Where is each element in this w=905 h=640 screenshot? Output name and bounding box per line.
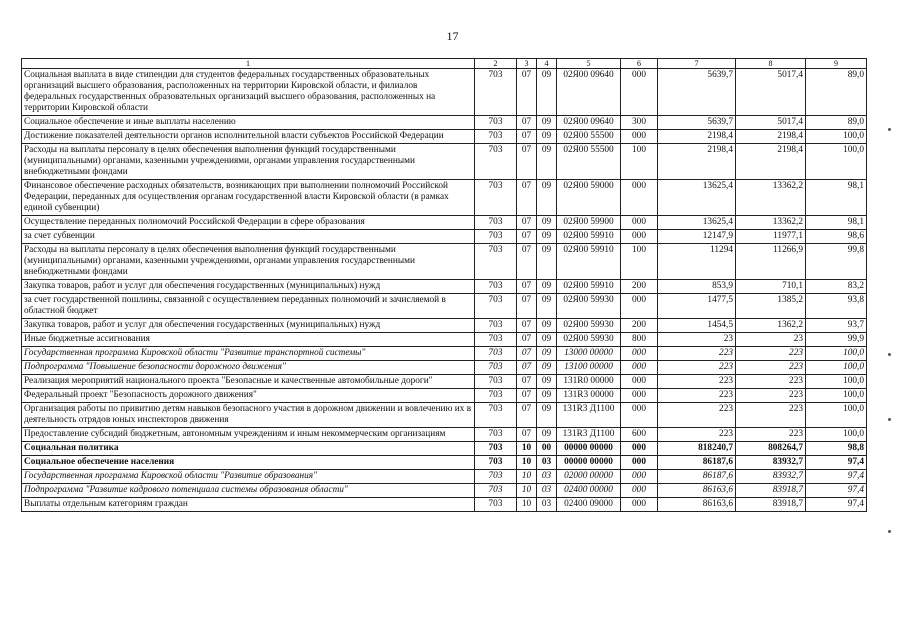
- scan-speck: [888, 128, 891, 131]
- column-header: 3: [517, 59, 537, 69]
- percent-cell: 100,0: [806, 403, 867, 428]
- ved-code-cell: 703: [475, 470, 517, 484]
- section-cell: 07: [517, 347, 537, 361]
- percent-cell: 97,4: [806, 498, 867, 512]
- subsection-cell: 09: [537, 361, 557, 375]
- row-name-cell: Достижение показателей деятельности органов исполнительной власти субъектов Российской Федерации: [22, 130, 475, 144]
- plan-amount-cell: 2198,4: [658, 130, 736, 144]
- row-name-cell: Расходы на выплаты персоналу в целях обеспечения выполнения функций государственными (муниципальными) органами, казенными учреждениями, органами управления государственными внебюджетными фондами: [22, 144, 475, 180]
- expense-type-cell: 100: [621, 144, 658, 180]
- ved-code-cell: 703: [475, 216, 517, 230]
- subsection-cell: 00: [537, 442, 557, 456]
- ved-code-cell: 703: [475, 230, 517, 244]
- target-article-cell: 02Я00 55500: [557, 130, 621, 144]
- table-row: [22, 428, 867, 442]
- ved-code-cell: 703: [475, 333, 517, 347]
- table-row: [22, 216, 867, 230]
- actual-amount-cell: 83918,7: [736, 498, 806, 512]
- table-row: [22, 403, 867, 428]
- subsection-cell: 09: [537, 230, 557, 244]
- plan-amount-cell: 5639,7: [658, 69, 736, 116]
- column-header: 1: [22, 59, 475, 69]
- actual-amount-cell: 808264,7: [736, 442, 806, 456]
- table-row: [22, 470, 867, 484]
- target-article-cell: 131R3 Д1100: [557, 428, 621, 442]
- percent-cell: 100,0: [806, 144, 867, 180]
- target-article-cell: 131R3 00000: [557, 389, 621, 403]
- percent-cell: 99,9: [806, 333, 867, 347]
- row-name-cell: Социальная политика: [22, 442, 475, 456]
- expense-type-cell: 000: [621, 180, 658, 216]
- table-row: [22, 347, 867, 361]
- table-row: [22, 69, 867, 116]
- target-article-cell: 13000 00000: [557, 347, 621, 361]
- section-cell: 07: [517, 69, 537, 116]
- plan-amount-cell: 86163,6: [658, 498, 736, 512]
- percent-cell: 89,0: [806, 69, 867, 116]
- percent-cell: 89,0: [806, 116, 867, 130]
- percent-cell: 97,4: [806, 470, 867, 484]
- row-name-cell: Предоставление субсидий бюджетным, автономным учреждениям и иным некоммерческим организациям: [22, 428, 475, 442]
- row-name-cell: Социальное обеспечение и иные выплаты населению: [22, 116, 475, 130]
- ved-code-cell: 703: [475, 244, 517, 280]
- table-row: [22, 144, 867, 180]
- plan-amount-cell: 5639,7: [658, 116, 736, 130]
- actual-amount-cell: 223: [736, 375, 806, 389]
- percent-cell: 97,4: [806, 456, 867, 470]
- percent-cell: 100,0: [806, 130, 867, 144]
- target-article-cell: 02Я00 59930: [557, 319, 621, 333]
- ved-code-cell: 703: [475, 144, 517, 180]
- subsection-cell: 09: [537, 244, 557, 280]
- subsection-cell: 09: [537, 69, 557, 116]
- table-row: [22, 361, 867, 375]
- percent-cell: 98,1: [806, 180, 867, 216]
- subsection-cell: 09: [537, 347, 557, 361]
- section-cell: 07: [517, 403, 537, 428]
- section-cell: 10: [517, 470, 537, 484]
- ved-code-cell: 703: [475, 403, 517, 428]
- scan-speck: [888, 418, 891, 421]
- column-header: 8: [736, 59, 806, 69]
- actual-amount-cell: 23: [736, 333, 806, 347]
- target-article-cell: 02Я00 59910: [557, 280, 621, 294]
- percent-cell: 97,4: [806, 484, 867, 498]
- row-name-cell: за счет государственной пошлины, связанной с осуществлением переданных полномочий и зачисляемой в областной бюджет: [22, 294, 475, 319]
- expense-type-cell: 000: [621, 484, 658, 498]
- target-article-cell: 02Я00 55500: [557, 144, 621, 180]
- section-cell: 10: [517, 484, 537, 498]
- table-row: [22, 498, 867, 512]
- percent-cell: 100,0: [806, 375, 867, 389]
- target-article-cell: 02Я00 09640: [557, 116, 621, 130]
- section-cell: 10: [517, 498, 537, 512]
- expense-type-cell: 000: [621, 294, 658, 319]
- subsection-cell: 09: [537, 403, 557, 428]
- expense-type-cell: 200: [621, 319, 658, 333]
- table-row: [22, 180, 867, 216]
- row-name-cell: Закупка товаров, работ и услуг для обеспечения государственных (муниципальных) нужд: [22, 319, 475, 333]
- actual-amount-cell: 223: [736, 361, 806, 375]
- expense-type-cell: 800: [621, 333, 658, 347]
- section-cell: 07: [517, 130, 537, 144]
- section-cell: 07: [517, 294, 537, 319]
- subsection-cell: 03: [537, 498, 557, 512]
- table-row: [22, 130, 867, 144]
- ved-code-cell: 703: [475, 280, 517, 294]
- subsection-cell: 09: [537, 294, 557, 319]
- expense-type-cell: 000: [621, 230, 658, 244]
- plan-amount-cell: 23: [658, 333, 736, 347]
- actual-amount-cell: 223: [736, 389, 806, 403]
- row-name-cell: Социальная выплата в виде стипендии для студентов федеральных государственных образовательных организаций высшего образования, расположенных на территории Кировской области, и филиалов федеральных государственных образовательных организаций высшего образования, расположенных на территории Кировской области: [22, 69, 475, 116]
- subsection-cell: 09: [537, 375, 557, 389]
- table-row: [22, 244, 867, 280]
- percent-cell: 100,0: [806, 428, 867, 442]
- target-article-cell: 02Я00 59000: [557, 180, 621, 216]
- plan-amount-cell: 223: [658, 389, 736, 403]
- actual-amount-cell: 83918,7: [736, 484, 806, 498]
- table-row: [22, 375, 867, 389]
- plan-amount-cell: 853,9: [658, 280, 736, 294]
- expense-type-cell: 600: [621, 428, 658, 442]
- column-header: 9: [806, 59, 867, 69]
- percent-cell: 100,0: [806, 347, 867, 361]
- ved-code-cell: 703: [475, 428, 517, 442]
- subsection-cell: 03: [537, 470, 557, 484]
- ved-code-cell: 703: [475, 361, 517, 375]
- subsection-cell: 09: [537, 319, 557, 333]
- expense-type-cell: 000: [621, 456, 658, 470]
- plan-amount-cell: 1477,5: [658, 294, 736, 319]
- actual-amount-cell: 13362,2: [736, 216, 806, 230]
- target-article-cell: 02Я00 59910: [557, 230, 621, 244]
- subsection-cell: 09: [537, 333, 557, 347]
- section-cell: 07: [517, 333, 537, 347]
- subsection-cell: 09: [537, 280, 557, 294]
- expense-type-cell: 000: [621, 130, 658, 144]
- actual-amount-cell: 11977,1: [736, 230, 806, 244]
- row-name-cell: Закупка товаров, работ и услуг для обеспечения государственных (муниципальных) нужд: [22, 280, 475, 294]
- target-article-cell: 02Я00 59930: [557, 294, 621, 319]
- percent-cell: 100,0: [806, 389, 867, 403]
- ved-code-cell: 703: [475, 375, 517, 389]
- actual-amount-cell: 223: [736, 347, 806, 361]
- section-cell: 07: [517, 361, 537, 375]
- actual-amount-cell: 223: [736, 428, 806, 442]
- actual-amount-cell: 13362,2: [736, 180, 806, 216]
- actual-amount-cell: 2198,4: [736, 130, 806, 144]
- plan-amount-cell: 13625,4: [658, 216, 736, 230]
- ved-code-cell: 703: [475, 456, 517, 470]
- expense-type-cell: 000: [621, 375, 658, 389]
- target-article-cell: 131R3 Д1100: [557, 403, 621, 428]
- table-row: [22, 230, 867, 244]
- expense-type-cell: 000: [621, 389, 658, 403]
- column-header: 5: [557, 59, 621, 69]
- section-cell: 07: [517, 280, 537, 294]
- subsection-cell: 09: [537, 180, 557, 216]
- ved-code-cell: 703: [475, 180, 517, 216]
- plan-amount-cell: 223: [658, 347, 736, 361]
- section-cell: 07: [517, 216, 537, 230]
- column-header: 6: [621, 59, 658, 69]
- page-number: 17: [446, 29, 459, 43]
- table-row: [22, 319, 867, 333]
- row-name-cell: Финансовое обеспечение расходных обязательств, возникающих при выполнении полномочий Российской Федерации, переданных для осуществления органам государственной власти Кировской области (в рамках единой субвенции): [22, 180, 475, 216]
- plan-amount-cell: 223: [658, 361, 736, 375]
- row-name-cell: Расходы на выплаты персоналу в целях обеспечения выполнения функций государственными (муниципальными) органами, казенными учреждениями, органами управления государственными внебюджетными фондами: [22, 244, 475, 280]
- row-name-cell: Организация работы по привитию детям навыков безопасного участия в дорожном движении и вовлечению их в деятельность отрядов юных инспекторов движения: [22, 403, 475, 428]
- table-row: [22, 456, 867, 470]
- plan-amount-cell: 223: [658, 428, 736, 442]
- expense-type-cell: 000: [621, 442, 658, 456]
- row-name-cell: Реализация мероприятий национального проекта "Безопасные и качественные автомобильные дороги": [22, 375, 475, 389]
- row-name-cell: Государственная программа Кировской области "Развитие образования": [22, 470, 475, 484]
- plan-amount-cell: 818240,7: [658, 442, 736, 456]
- actual-amount-cell: 11266,9: [736, 244, 806, 280]
- section-cell: 07: [517, 375, 537, 389]
- target-article-cell: 02000 00000: [557, 470, 621, 484]
- column-header: 4: [537, 59, 557, 69]
- ved-code-cell: 703: [475, 116, 517, 130]
- target-article-cell: 02Я00 09640: [557, 69, 621, 116]
- plan-amount-cell: 86187,6: [658, 470, 736, 484]
- row-name-cell: Социальное обеспечение населения: [22, 456, 475, 470]
- table-body: [22, 69, 867, 512]
- plan-amount-cell: 13625,4: [658, 180, 736, 216]
- percent-cell: 98,8: [806, 442, 867, 456]
- table-row: [22, 484, 867, 498]
- target-article-cell: 02Я00 59910: [557, 244, 621, 280]
- column-header: 2: [475, 59, 517, 69]
- actual-amount-cell: 5017,4: [736, 69, 806, 116]
- plan-amount-cell: 86187,6: [658, 456, 736, 470]
- ved-code-cell: 703: [475, 484, 517, 498]
- percent-cell: 99,8: [806, 244, 867, 280]
- actual-amount-cell: 83932,7: [736, 470, 806, 484]
- target-article-cell: 02400 09000: [557, 498, 621, 512]
- ved-code-cell: 703: [475, 442, 517, 456]
- row-name-cell: Государственная программа Кировской области "Развитие транспортной системы": [22, 347, 475, 361]
- plan-amount-cell: 11294: [658, 244, 736, 280]
- expense-type-cell: 000: [621, 361, 658, 375]
- target-article-cell: 00000 00000: [557, 456, 621, 470]
- row-name-cell: Осуществление переданных полномочий Российской Федерации в сфере образования: [22, 216, 475, 230]
- plan-amount-cell: 12147,9: [658, 230, 736, 244]
- subsection-cell: 09: [537, 116, 557, 130]
- ved-code-cell: 703: [475, 69, 517, 116]
- section-cell: 07: [517, 319, 537, 333]
- subsection-cell: 09: [537, 216, 557, 230]
- actual-amount-cell: 2198,4: [736, 144, 806, 180]
- expense-type-cell: 000: [621, 403, 658, 428]
- section-cell: 10: [517, 442, 537, 456]
- table-row: [22, 116, 867, 130]
- target-article-cell: 02400 00000: [557, 484, 621, 498]
- plan-amount-cell: 2198,4: [658, 144, 736, 180]
- table-row: [22, 294, 867, 319]
- section-cell: 07: [517, 180, 537, 216]
- header-row: [22, 59, 867, 69]
- scan-speck: [888, 530, 891, 533]
- percent-cell: 83,2: [806, 280, 867, 294]
- scan-speck: [888, 353, 891, 356]
- actual-amount-cell: 1362,2: [736, 319, 806, 333]
- target-article-cell: 02Я00 59900: [557, 216, 621, 230]
- target-article-cell: 00000 00000: [557, 442, 621, 456]
- column-header: 7: [658, 59, 736, 69]
- ved-code-cell: 703: [475, 130, 517, 144]
- row-name-cell: Подпрограмма "Повышение безопасности дорожного движения": [22, 361, 475, 375]
- section-cell: 07: [517, 144, 537, 180]
- percent-cell: 100,0: [806, 361, 867, 375]
- subsection-cell: 09: [537, 389, 557, 403]
- plan-amount-cell: 86163,6: [658, 484, 736, 498]
- actual-amount-cell: 223: [736, 403, 806, 428]
- budget-table: [21, 58, 867, 512]
- ved-code-cell: 703: [475, 389, 517, 403]
- expense-type-cell: 000: [621, 216, 658, 230]
- subsection-cell: 03: [537, 484, 557, 498]
- plan-amount-cell: 223: [658, 403, 736, 428]
- target-article-cell: 131R0 00000: [557, 375, 621, 389]
- percent-cell: 93,7: [806, 319, 867, 333]
- row-name-cell: Федеральный проект "Безопасность дорожного движения": [22, 389, 475, 403]
- expense-type-cell: 000: [621, 498, 658, 512]
- subsection-cell: 09: [537, 428, 557, 442]
- row-name-cell: Иные бюджетные ассигнования: [22, 333, 475, 347]
- actual-amount-cell: 5017,4: [736, 116, 806, 130]
- section-cell: 07: [517, 116, 537, 130]
- table-row: [22, 333, 867, 347]
- table-row: [22, 442, 867, 456]
- target-article-cell: 13100 00000: [557, 361, 621, 375]
- plan-amount-cell: 1454,5: [658, 319, 736, 333]
- table-row: [22, 280, 867, 294]
- subsection-cell: 03: [537, 456, 557, 470]
- section-cell: 07: [517, 428, 537, 442]
- section-cell: 07: [517, 389, 537, 403]
- target-article-cell: 02Я00 59930: [557, 333, 621, 347]
- ved-code-cell: 703: [475, 498, 517, 512]
- section-cell: 07: [517, 230, 537, 244]
- expense-type-cell: 200: [621, 280, 658, 294]
- ved-code-cell: 703: [475, 294, 517, 319]
- ved-code-cell: 703: [475, 347, 517, 361]
- row-name-cell: Выплаты отдельным категориям граждан: [22, 498, 475, 512]
- row-name-cell: за счет субвенции: [22, 230, 475, 244]
- actual-amount-cell: 83932,7: [736, 456, 806, 470]
- subsection-cell: 09: [537, 144, 557, 180]
- expense-type-cell: 000: [621, 69, 658, 116]
- actual-amount-cell: 710,1: [736, 280, 806, 294]
- percent-cell: 98,1: [806, 216, 867, 230]
- ved-code-cell: 703: [475, 319, 517, 333]
- table-row: [22, 389, 867, 403]
- plan-amount-cell: 223: [658, 375, 736, 389]
- percent-cell: 98,6: [806, 230, 867, 244]
- percent-cell: 93,8: [806, 294, 867, 319]
- expense-type-cell: 000: [621, 347, 658, 361]
- subsection-cell: 09: [537, 130, 557, 144]
- expense-type-cell: 100: [621, 244, 658, 280]
- expense-type-cell: 300: [621, 116, 658, 130]
- actual-amount-cell: 1385,2: [736, 294, 806, 319]
- expense-type-cell: 000: [621, 470, 658, 484]
- section-cell: 10: [517, 456, 537, 470]
- row-name-cell: Подпрограмма "Развитие кадрового потенциала системы образования области": [22, 484, 475, 498]
- section-cell: 07: [517, 244, 537, 280]
